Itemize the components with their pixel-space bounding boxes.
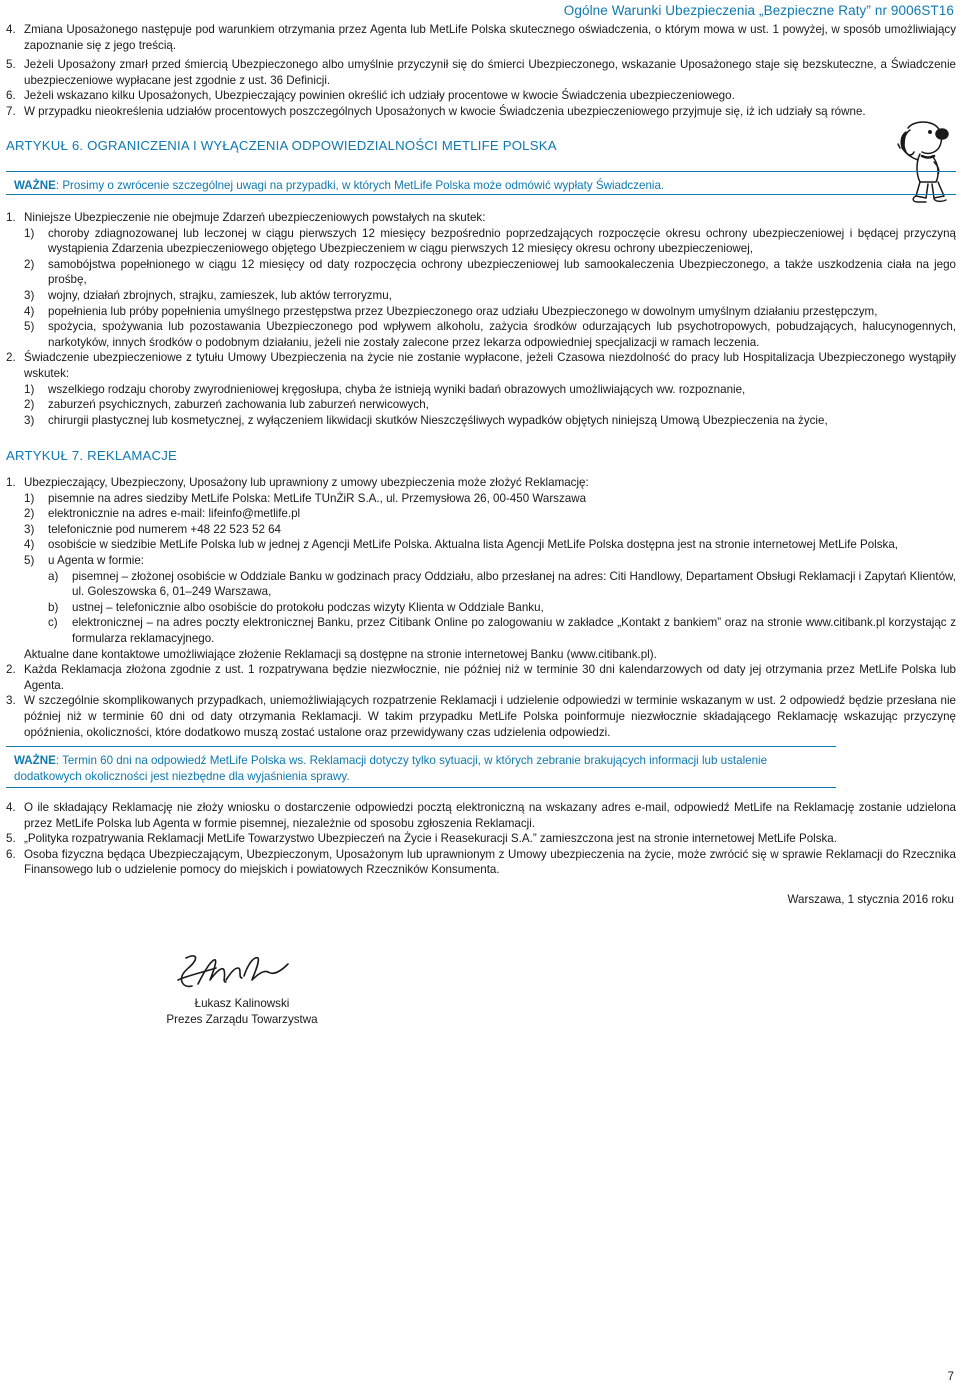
signature-block bbox=[164, 996, 320, 1027]
list-item bbox=[48, 569, 956, 600]
sub-sub-list bbox=[24, 569, 956, 647]
sub-list bbox=[6, 382, 956, 429]
sub-list bbox=[6, 226, 956, 351]
paragraph bbox=[6, 847, 956, 878]
signer-name: Łukasz Kalinowski bbox=[194, 997, 290, 1010]
item-text: ustnej – telefonicznie albo osobiście do protokołu podczas wizyty Klienta w Oddziale Banku, bbox=[72, 600, 544, 614]
paragraph-text: Osoba fizyczna będąca Ubezpieczającym, Ubezpieczonym, Uposażonym lub uprawnionym z Umowy ubezpieczenia na życie, może zwrócić się w sprawie Reklamacji do Rzecznika Finansowego lub o udzielenie pomocy do miejskich i powiatowych Rzeczników Konsumenta. bbox=[24, 847, 956, 877]
item-number: 2) bbox=[24, 398, 35, 412]
paragraph-text: O ile składający Reklamację nie złoży wniosku o dostarczenie odpowiedzi pocztą elektroniczną na wskazany adres e-mail, odpowiedź MetLife na Reklamację zostanie udzielona przez MetLife Polska lub Agenta w formie pisemnej, niezależnie od sposobu zgłoszenia Reklamacji. bbox=[24, 801, 956, 830]
list-item bbox=[6, 22, 956, 53]
signer-title: Prezes Zarządu Towarzystwa bbox=[166, 1012, 318, 1026]
note-label: WAŻNE bbox=[14, 754, 56, 767]
list-item bbox=[24, 319, 956, 350]
item-text: elektronicznie na adres e-mail: lifeinfo@metlife.pl bbox=[48, 507, 301, 521]
paragraph-text: Każda Reklamacja złożona zgodnie z ust. 1 rozpatrywana będzie niezwłocznie, nie później niż w terminie 30 dni kalendarzowych od daty jej otrzymania przez MetLife Polska lub Agenta. bbox=[24, 663, 956, 692]
item-letter: b) bbox=[48, 600, 59, 614]
list-item bbox=[24, 553, 956, 569]
item-number: 5) bbox=[24, 553, 35, 567]
list-item bbox=[24, 537, 956, 553]
item-number: 2) bbox=[24, 507, 35, 521]
list-item bbox=[48, 615, 956, 646]
item-letter: a) bbox=[48, 569, 59, 583]
item-text: samobójstwa popełnionego w ciągu 12 miesięcy od daty rozpoczęcia ochrony ubezpieczeniowej lub samookaleczenia Ubezpieczonego, a także uszkodzenia ciała na jego prośbę, bbox=[48, 257, 956, 287]
paragraph-text: „Polityka rozpatrywania Reklamacji MetLife Towarzystwo Ubezpieczeń na Życie i Reasekuracji S.A.” zamieszczona jest na stronie internetowej MetLife Polska. bbox=[24, 832, 837, 846]
item-text: zaburzeń psychicznych, zaburzeń zachowania lub zaburzeń nerwicowych, bbox=[48, 398, 429, 412]
article-7-body bbox=[6, 475, 956, 740]
paragraph-number: 1. bbox=[6, 476, 16, 489]
item-number: 1) bbox=[24, 491, 35, 505]
contact-note: Aktualne dane kontaktowe umożliwiające złożenie Reklamacji są dostępne na stronie internetowej Banku (www.citibank.pl). bbox=[24, 647, 657, 661]
item-text: choroby zdiagnozowanej lub leczonej w ciągu pierwszych 12 miesięcy bezpośrednio poprzedzających rozpoczęcie okresu ochrony ubezpieczeniowej i będącej przyczyną wystąpienia Zdarzenia ubezpieczeniowego objętego Ubezpieczeniem w ciągu pierwszych 12 miesięcy okresu ochrony ubezpieczeniowej, bbox=[48, 226, 956, 256]
paragraph bbox=[6, 210, 956, 226]
document-header-title: Ogólne Warunki Ubezpieczenia „Bezpieczne Raty” nr 9006ST16 bbox=[563, 3, 954, 18]
item-number: 3) bbox=[24, 413, 35, 427]
list-item bbox=[24, 288, 956, 304]
item-number: 7. bbox=[6, 104, 16, 118]
item-text: Zmiana Uposażonego następuje pod warunkiem otrzymania przez Agenta lub MetLife Polska skutecznego oświadczenia, o którym mowa w ust. 1 powyżej, w sposób umożliwiający zapoznanie się z jego treścią. bbox=[24, 23, 956, 52]
paragraph-number: 3. bbox=[6, 694, 16, 708]
uposazony-section bbox=[6, 22, 956, 120]
note-label: WAŻNE bbox=[14, 179, 56, 192]
item-text: osobiście w siedzibie MetLife Polska lub w jednej z Agencji MetLife Polska. Aktualna lista Agencji MetLife Polska dostępna jest na stronie internetowej MetLife Polska, bbox=[48, 538, 899, 552]
paragraph bbox=[6, 800, 956, 831]
list-item bbox=[24, 304, 956, 320]
paragraph bbox=[6, 662, 956, 693]
paragraph-number: 1. bbox=[6, 211, 16, 224]
item-number: 3) bbox=[24, 522, 35, 536]
item-text: Jeżeli wskazano kilku Uposażonych, Ubezpieczający powinien określić ich udziały procentowe w kwocie Świadczenia ubezpieczeniowego. bbox=[24, 89, 735, 103]
page-number: 7 bbox=[947, 1370, 954, 1383]
article-6-important-note bbox=[6, 171, 956, 195]
paragraph-text: Świadczenie ubezpieczeniowe z tytułu Umowy Ubezpieczenia na życie nie zostanie wypłacone, jeżeli Czasowa niezdolność do pracy lub Hospitalizacja Ubezpieczonego wystąpiły wskutek: bbox=[24, 351, 956, 380]
article-7-heading: ARTYKUŁ 7. REKLAMACJE bbox=[6, 448, 178, 463]
item-number: 2) bbox=[24, 257, 35, 271]
list-item bbox=[24, 413, 956, 429]
item-text: Jeżeli Uposażony zmarł przed śmiercią Ubezpieczonego albo umyślnie przyczynił się do śmierci Ubezpieczonego, wskazanie Uposażonego staje się bezskuteczne, a Świadczenie ubezpieczeniowe wypłacane jest zgodnie z ust. 36 Definicji. bbox=[24, 58, 956, 87]
item-text: wszelkiego rodzaju choroby zwyrodnieniowej kręgosłupa, chyba że istnieją wyniki badań obrazowych umożliwiających ww. rozpoznanie, bbox=[48, 382, 746, 396]
item-number: 6. bbox=[6, 89, 16, 103]
item-text: pisemnie na adres siedziby MetLife Polska: MetLife TUnŻiR S.A., ul. Przemysłowa 26, 00-450 Warszawa bbox=[48, 491, 587, 505]
list-item bbox=[24, 506, 956, 522]
paragraph-text: Ubezpieczający, Ubezpieczony, Uposażony lub uprawniony z umowy ubezpieczenia może złożyć Reklamację: bbox=[24, 476, 589, 489]
item-number: 5. bbox=[6, 58, 16, 72]
list-item bbox=[48, 600, 956, 616]
list-item bbox=[24, 257, 956, 288]
note-text: : Prosimy o zwrócenie szczególnej uwagi na przypadki, w których MetLife Polska może odmówić wypłaty Świadczenia. bbox=[55, 179, 665, 192]
paragraph-number: 6. bbox=[6, 847, 16, 861]
item-number: 4) bbox=[24, 304, 35, 318]
article-6-body bbox=[6, 210, 956, 428]
paragraph bbox=[6, 350, 956, 381]
paragraph bbox=[6, 693, 956, 740]
item-number: 4. bbox=[6, 23, 16, 36]
item-number: 5) bbox=[24, 320, 35, 334]
item-text: popełnienia lub próby popełnienia umyślnego przestępstwa przez Ubezpieczonego oraz udziału Ubezpieczonego w dowolnym umyślnym działaniu przestępczym, bbox=[48, 304, 878, 318]
item-letter: c) bbox=[48, 616, 58, 630]
item-number: 1) bbox=[24, 382, 35, 396]
item-text: W przypadku nieokreślenia udziałów procentowych poszczególnych Uposażonych w kwocie Świadczenia ubezpieczeniowego przyjmuje się, iż ich udziały są równe. bbox=[24, 104, 866, 118]
list-item bbox=[24, 491, 956, 507]
item-text: spożycia, spożywania lub pozostawania Ubezpieczonego pod wpływem alkoholu, zażycia środków odurzających lub psychotropowych, pobudzających, halucynogennych, narkotyków, innych środków o podobnym działaniu, jeżeli nie zostały zalecone przez lekarza odpowiedniej specjalizacji w ramach leczenia. bbox=[48, 320, 956, 349]
item-text: pisemnej – złożonej osobiście w Oddziale Banku w godzinach pracy Oddziału, albo przesłanej na adres: Citi Handlowy, Departament Obsługi Reklamacji i Zapytań Klientów, ul. Goleszowska 6, 01–249 Warszawa, bbox=[72, 569, 956, 599]
item-text: chirurgii plastycznej lub kosmetycznej, z wyłączeniem likwidacji skutków Nieszczęśliwych wypadków objętych niniejszą Umową Ubezpieczenia na życie, bbox=[48, 413, 828, 427]
paragraph-number: 2. bbox=[6, 351, 16, 365]
item-text: elektronicznej – na adres poczty elektronicznej Banku, przez Citibank Online po zalogowaniu w zakładce „Kontakt z bankiem” oraz na stronie www.citibank.pl korzystając z formularza reklamacyjnego. bbox=[72, 616, 956, 645]
paragraph-text: Niniejsze Ubezpieczenie nie obejmuje Zdarzeń ubezpieczeniowych powstałych na skutek: bbox=[24, 211, 486, 224]
signature-icon bbox=[164, 950, 294, 999]
note-text: : Termin 60 dni na odpowiedź MetLife Polska ws. Reklamacji dotyczy tylko sytuacji, w których zebranie brakujących informacji lub ustalenie dodatkowych okoliczności jest niezbędne dla wyjaśnienia sprawy. bbox=[14, 754, 768, 783]
paragraph bbox=[6, 831, 956, 847]
snoopy-illustration-icon bbox=[886, 118, 954, 209]
list-item bbox=[6, 57, 956, 88]
item-number: 1) bbox=[24, 226, 35, 240]
list-item bbox=[6, 104, 956, 120]
item-text: wojny, działań zbrojnych, strajku, zamieszek, lub aktów terroryzmu, bbox=[48, 288, 392, 302]
list-item bbox=[24, 382, 956, 398]
article-7-important-note bbox=[6, 746, 836, 788]
paragraph-text: W szczególnie skomplikowanych przypadkach, uniemożliwiających rozpatrzenie Reklamacji i udzielenie odpowiedzi w terminie wskazanym w ust. 2 odpowiedź będzie przesłana nie później niż w terminie 60 dni od daty otrzymania Reklamacji. W takim przypadku MetLife Polska poinformuje niezwłocznie składającego Reklamację wskazując przyczynę opóźnienia, okoliczności, które dodatkowo muszą zostać ustalone oraz przewidywany czas udzielenia odpowiedzi. bbox=[24, 694, 956, 739]
article-6-heading: ARTYKUŁ 6. OGRANICZENIA I WYŁĄCZENIA ODPOWIEDZIALNOŚCI METLIFE POLSKA bbox=[6, 138, 557, 153]
article-7-body-continued bbox=[6, 800, 956, 878]
item-text: u Agenta w formie: bbox=[48, 553, 145, 567]
list-item bbox=[24, 226, 956, 257]
paragraph-number: 5. bbox=[6, 832, 16, 846]
paragraph-number: 2. bbox=[6, 663, 16, 677]
item-text: telefonicznie pod numerem +48 22 523 52 64 bbox=[48, 522, 282, 536]
item-number: 4) bbox=[24, 538, 35, 552]
paragraph-number: 4. bbox=[6, 801, 16, 814]
paragraph bbox=[6, 475, 956, 491]
item-number: 3) bbox=[24, 288, 35, 302]
sub-list bbox=[6, 491, 956, 647]
list-item bbox=[24, 397, 956, 413]
document-date: Warszawa, 1 stycznia 2016 roku bbox=[787, 893, 954, 906]
list-item bbox=[24, 522, 956, 538]
list-item bbox=[6, 88, 956, 104]
